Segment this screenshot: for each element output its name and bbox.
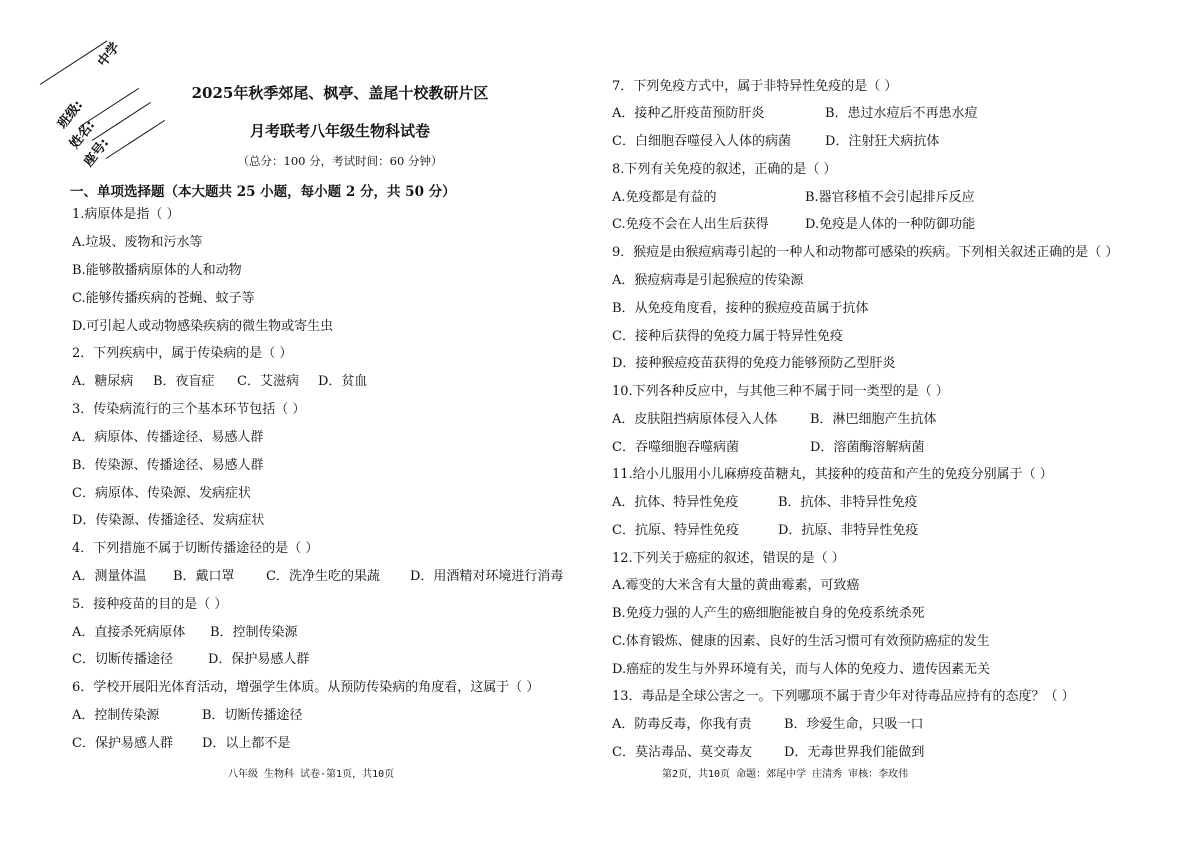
q3-option-c: C．病原体、传染源、发病症状 (72, 486, 251, 501)
page-footer-right: 第2页，共10页 命题：郊尾中学 庄清秀 审核：李玫伟 (662, 769, 909, 780)
binding-seat-label: 座号: (81, 135, 113, 170)
q5-option-c: C．切断传播途径 (72, 652, 173, 667)
q8-option-b: B.器官移植不会引起排斥反应 (805, 190, 975, 205)
q1-option-a: A.垃圾、废物和污水等 (72, 235, 203, 250)
question-11: 11.给小儿服用小儿麻痹疫苗糖丸，其接种的疫苗和产生的免疫分别属于（ ） (612, 467, 1053, 482)
question-5: 5．接种疫苗的目的是（ ） (72, 597, 228, 612)
q7-option-d: D．注射狂犬病抗体 (825, 134, 940, 149)
question-4: 4．下列措施不属于切断传播途径的是（ ） (72, 541, 319, 556)
q7-option-a: A．接种乙肝疫苗预防肝炎 (612, 106, 765, 121)
question-2: 2．下列疾病中，属于传染病的是（ ） (72, 346, 293, 361)
q5-option-b: B．控制传染源 (210, 625, 298, 640)
q1-option-d: D.可引起人或动物感染疾病的微生物或寄生虫 (72, 319, 334, 334)
q2-option-d: D．贫血 (318, 374, 368, 389)
q13-option-b: B．珍爱生命，只吸一口 (784, 717, 924, 732)
q11-option-d: D．抗原、非特异性免疫 (778, 523, 919, 538)
q4-option-c: C．洗净生吃的果蔬 (266, 569, 380, 584)
q6-option-d: D．以上都不是 (202, 736, 291, 751)
q9-option-d: D．接种猴痘疫苗获得的免疫力能够预防乙型肝炎 (612, 356, 896, 371)
q4-option-a: A．测量体温 (72, 569, 147, 584)
q1-option-b: B.能够散播病原体的人和动物 (72, 263, 242, 278)
q11-option-a: A．抗体、特异性免疫 (612, 495, 739, 510)
q8-option-a: A.免疫都是有益的 (612, 190, 717, 205)
q2-option-b: B．夜盲症 (153, 374, 215, 389)
q13-option-a: A．防毒反毒，你我有责 (612, 717, 752, 732)
q13-option-d: D．无毒世界我们能做到 (784, 745, 925, 760)
question-1: 1.病原体是指（ ） (72, 207, 180, 222)
q6-option-a: A．控制传染源 (72, 708, 160, 723)
exam-title-line1: 2025年秋季郊尾、枫亭、盖尾十校教研片区 (191, 84, 489, 102)
q3-option-d: D．传染源、传播途径、发病症状 (72, 513, 265, 528)
q10-option-b: B．淋巴细胞产生抗体 (810, 412, 937, 427)
q10-option-d: D．溶菌酶溶解病菌 (810, 440, 925, 455)
q1-option-c: C.能够传播疾病的苍蝇、蚊子等 (72, 291, 255, 306)
q12-option-d: D.癌症的发生与外界环境有关，而与人体的免疫力、遗传因素无关 (612, 662, 991, 677)
question-13: 13．毒品是全球公害之一。下列哪项不属于青少年对待毒品应持有的态度？（ ） (612, 689, 1075, 704)
q7-option-b: B．患过水痘后不再患水痘 (825, 106, 978, 121)
right-page (600, 0, 1200, 847)
q4-option-d: D．用酒精对环境进行消毒 (410, 569, 564, 584)
binding-school-label: 中学 (95, 39, 123, 70)
question-10: 10.下列各种反应中，与其他三种不属于同一类型的是（ ） (612, 384, 949, 399)
q4-option-b: B．戴口罩 (173, 569, 235, 584)
q11-option-c: C．抗原、特异性免疫 (612, 523, 739, 538)
q13-option-c: C．莫沾毒品、莫交毒友 (612, 745, 752, 760)
q11-option-b: B．抗体、非特异性免疫 (778, 495, 918, 510)
q2-option-a: A．糖尿病 (72, 374, 134, 389)
q10-option-c: C．吞噬细胞吞噬病菌 (612, 440, 739, 455)
question-9: 9．猴痘是由猴痘病毒引起的一种人和动物都可感染的疾病。下列相关叙述正确的是（ ） (612, 245, 1119, 260)
binding-name-label: 姓名: (67, 117, 99, 152)
q6-option-b: B．切断传播途径 (202, 708, 303, 723)
q9-option-a: A．猴痘病毒是引起猴痘的传染源 (612, 273, 804, 288)
q3-option-b: B．传染源、传播途径、易感人群 (72, 458, 264, 473)
q2-option-c: C．艾滋病 (237, 374, 299, 389)
q8-option-c: C.免疫不会在人出生后获得 (612, 217, 769, 232)
q3-option-a: A．病原体、传播途径、易感人群 (72, 430, 264, 445)
question-12: 12.下列关于癌症的叙述，错误的是（ ） (612, 551, 845, 566)
section-heading: 一、单项选择题（本大题共 25 小题，每小题 2 分，共 50 分） (70, 184, 456, 200)
question-3: 3．传染病流行的三个基本环节包括（ ） (72, 402, 306, 417)
q12-option-b: B.免疫力强的人产生的癌细胞能被自身的免疫系统杀死 (612, 606, 925, 621)
exam-title-line2: 月考联考八年级生物科试卷 (249, 122, 430, 140)
binding-class-label: 班级: (55, 97, 87, 132)
page-footer-left: 八年级 生物科 试卷·第1页，共10页 (228, 769, 395, 780)
question-6: 6．学校开展阳光体育活动，增强学生体质。从预防传染病的角度看，这属于（ ） (72, 680, 540, 695)
q5-option-d: D．保护易感人群 (208, 652, 310, 667)
q6-option-c: C．保护易感人群 (72, 736, 173, 751)
q7-option-c: C．白细胞吞噬侵入人体的病菌 (612, 134, 791, 149)
q5-option-a: A．直接杀死病原体 (72, 625, 186, 640)
q8-option-d: D.免疫是人体的一种防御功能 (805, 217, 976, 232)
exam-meta: （总分：100 分，考试时间：60 分钟） (237, 154, 443, 168)
q10-option-a: A．皮肤阻挡病原体侵入人体 (612, 412, 778, 427)
question-8: 8.下列有关免疫的叙述，正确的是（ ） (612, 162, 837, 177)
q12-option-a: A.霉变的大米含有大量的黄曲霉素，可致癌 (612, 578, 860, 593)
question-7: 7．下列免疫方式中，属于非特异性免疫的是（ ） (612, 79, 898, 94)
q9-option-c: C．接种后获得的免疫力属于特异性免疫 (612, 329, 843, 344)
q9-option-b: B．从免疫角度看，接种的猴痘疫苗属于抗体 (612, 301, 869, 316)
q12-option-c: C.体育锻炼、健康的因素、良好的生活习惯可有效预防癌症的发生 (612, 634, 990, 649)
